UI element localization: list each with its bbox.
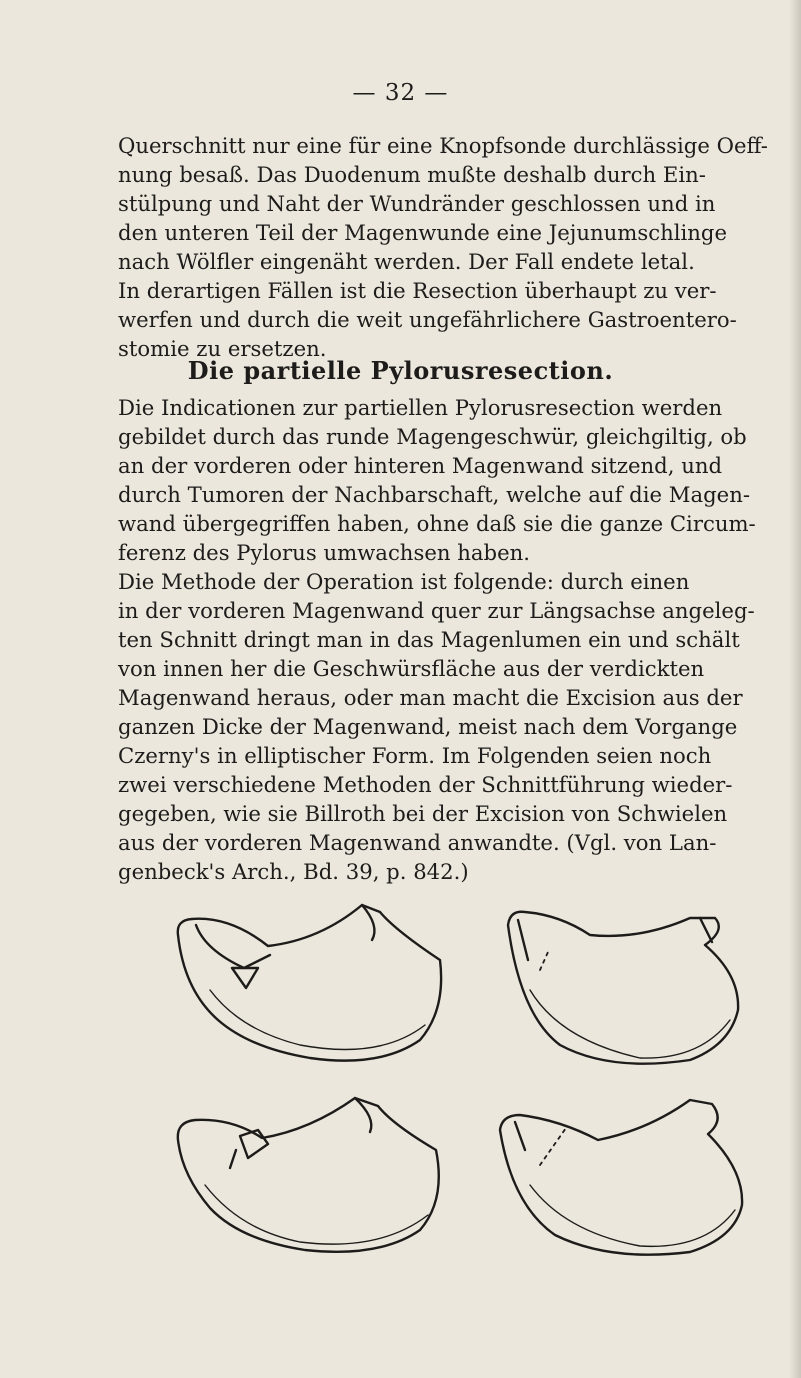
paragraph-2-line-5: wand übergegriffen haben, ohne daß sie die ganze Circum-	[118, 511, 756, 536]
figure-top-right	[508, 912, 738, 1064]
paragraph-1-line-8: stomie zu ersetzen.	[118, 336, 327, 361]
paragraph-1-line-4: den unteren Teil der Magenwunde eine Jejunumschlinge	[118, 220, 728, 245]
figure-bottom-right	[500, 1100, 742, 1255]
figure-bottom-left	[178, 1098, 439, 1252]
paragraph-3-line-8: zwei verschiedene Methoden der Schnittführung wieder-	[118, 772, 733, 797]
paragraph-3-line-6: ganzen Dicke der Magenwand, meist nach dem Vorgange	[118, 714, 738, 739]
paragraph-3-line-3: ten Schnitt dringt man in das Magenlumen ein und schält	[118, 627, 740, 652]
page-number: — 32 —	[352, 80, 449, 106]
paragraph-3-line-1: Die Methode der Operation ist folgende: durch einen	[118, 569, 690, 594]
paragraph-1-line-7: werfen und durch die weit ungefährlichere Gastroentero-	[118, 307, 737, 332]
paragraph-2-line-4: durch Tumoren der Nachbarschaft, welche auf die Magen-	[118, 482, 751, 507]
paragraph-1-line-5: nach Wölfler eingenäht werden. Der Fall endete letal.	[118, 249, 695, 274]
paragraph-2-line-1: Die Indicationen zur partiellen Pylorusresection werden	[118, 395, 723, 420]
paragraph-2-line-3: an der vorderen oder hinteren Magenwand sitzend, und	[118, 453, 723, 478]
paragraph-1-line-6: In derartigen Fällen ist die Resection überhaupt zu ver-	[118, 278, 717, 303]
paragraph-3-line-4: von innen her die Geschwürsfläche aus der verdickten	[118, 656, 705, 681]
paragraph-3-line-2: in der vorderen Magenwand quer zur Längsachse angeleg-	[118, 598, 755, 623]
paragraph-2-line-2: gebildet durch das runde Magengeschwür, gleichgiltig, ob	[118, 424, 747, 449]
paragraph-3-line-9: gegeben, wie sie Billroth bei der Excision von Schwielen	[118, 801, 728, 826]
paragraph-3-line-5: Magenwand heraus, oder man macht die Excision aus der	[118, 685, 743, 710]
paragraph-1-line-1: Querschnitt nur eine für eine Knopfsonde durchlässige Oeff-	[118, 133, 768, 158]
paragraph-3-line-7: Czerny's in elliptischer Form. Im Folgenden seien noch	[118, 743, 712, 768]
paragraph-1-line-3: stülpung und Naht der Wundränder geschlossen und in	[118, 191, 716, 216]
paragraph-3-line-10: aus der vorderen Magenwand anwandte. (Vgl. von Lan-	[118, 830, 717, 855]
paragraph-2-line-6: ferenz des Pylorus umwachsen haben.	[118, 540, 531, 565]
figure-top-left	[178, 905, 441, 1061]
paragraph-3-line-11: genbeck's Arch., Bd. 39, p. 842.)	[118, 859, 469, 884]
section-heading: Die partielle Pylorusresection.	[187, 356, 614, 385]
paragraph-1-line-2: nung besaß. Das Duodenum mußte deshalb durch Ein-	[118, 162, 706, 187]
page-edge-shadow	[789, 0, 801, 1378]
